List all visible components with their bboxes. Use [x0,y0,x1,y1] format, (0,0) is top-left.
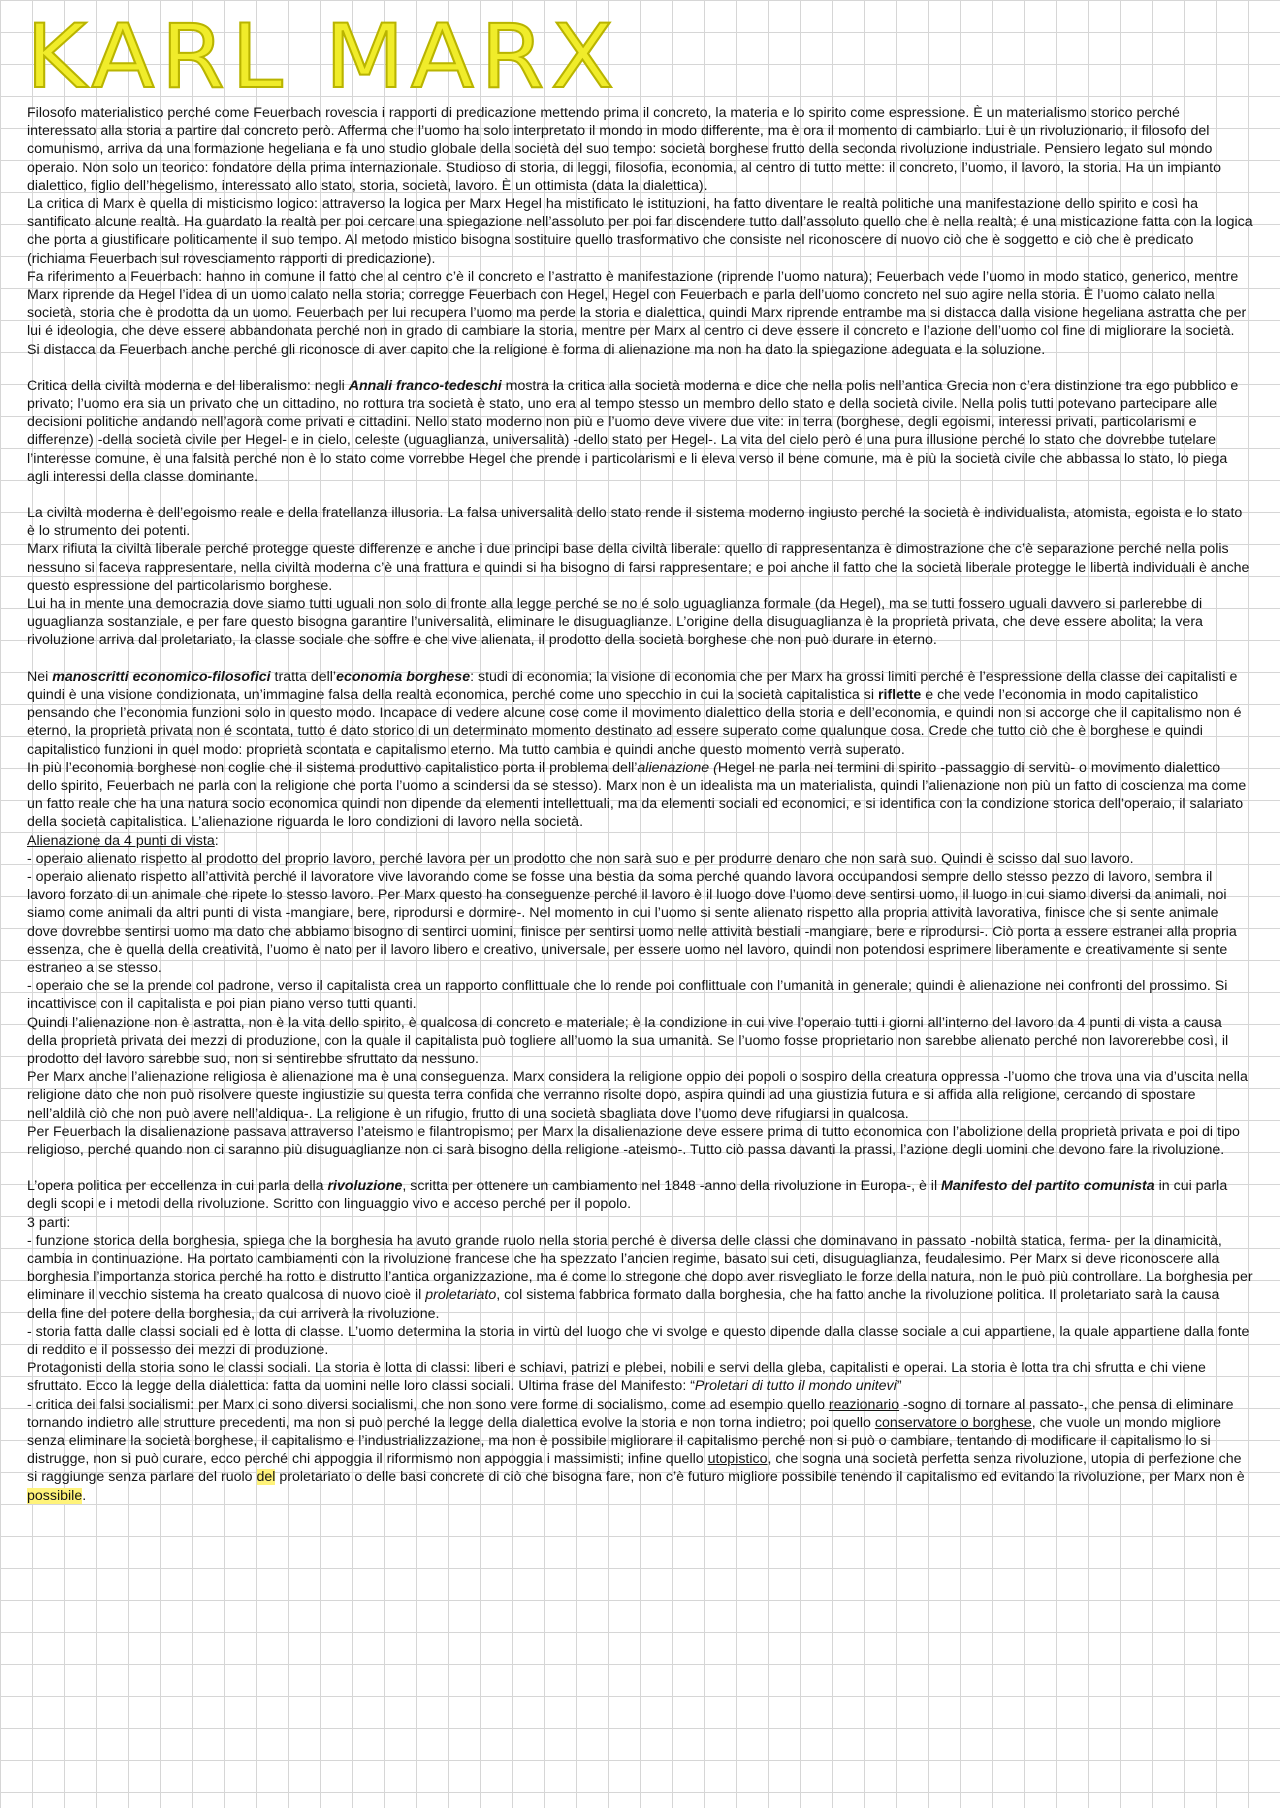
paragraph: Per Feuerbach la disalienazione passava attraverso l’ateismo e filantropismo; per Marx la disalienazione deve essere prima di tutto economica con l’abolizione della proprietà privata e poi di tipo religioso, perché quando non ci saranno più disuguaglianze non ci sarà bisogno della religione -ateismo-. Tutto ciò passa davanti la prassi, l’azione degli uomini che devono fare la rivoluzione. [27,1123,1240,1158]
paragraph: Critica della civiltà moderna e del liberalismo: negli Annali franco-tedeschi mostra la critica alla società moderna e dice che nella polis nell’antica Grecia non c’era distinzione tra ego pubblico e privato; l’uomo era sia un privato che un cittadino, no rottura tra società è stato, uno era al tempo stesso un membro dello stato e della società civile. Nella polis tutti potevano partecipare alle decisioni politiche andando nell’agorà come privati e cittadini. Nello stato moderno non più e l’uomo deve vivere due vite: in terra (borghese, degli egoismi, interessi privati, particolarismi e differenze) -della società civile per Hegel- e in cielo, celeste (uguaglianza, universalità) -dello stato per Hegel-. La vita del cielo però é una pura illusione perché lo stato che dovrebbe tutelare l’interesse comune, è una falsità perché non è lo stato come vorrebbe Hegel che prende i particolarismi e li eleva verso il bene comune, ma è più la società civile che abbassa lo stato, lo piega agli interessi della classe dominante. [27,377,1239,485]
list-item: - operaio alienato rispetto all’attività perché il lavoratore vive lavorando come se fosse una bestia da soma perché quando lavora occupandosi sempre dello stesso pezzo di lavoro, sembra il lavoro forzato di un animale che ripete lo stesso lavoro. Per Marx questo ha conseguenze perché il lavoro è il luogo dove l’uomo deve sentirsi uomo, il luogo in cui siamo diversi da animali, noi siamo come animali da altri punti di vista -mangiare, bere, riprodursi e dormire-. Nel momento in cui l’uomo si sente alienato rispetto alla propria attività lavorativa, finisce che si sente animale dove dovrebbe sentirsi uomo ma dato che abbiamo bisogno di sentirci uomini, finisce per sentirsi uomo nelle attività bestiali -mangiare, bere e riprodursi-. Ciò porta a essere estranei alla propria essenza, che è quella della creatività, l’uomo è nato per il lavoro libero e creativo, universale, per essere uomo nel lavoro, quindi non potendosi esprimere liberamente e creativamente si sente estraneo a se stesso. [27,868,1237,976]
paragraph: Nei manoscritti economico-filosofici tratta dell’economia borghese: studi di economia; la visione di economia che per Marx ha grossi limiti perché è l’espressione della classe dei capitalisti e quindi è una visione condizionata, un’immagine falsa della realtà economica, perché come uno specchio in cui la società capitalistica si riflette e che vede l’economia in modo capitalistico pensando che l’economia funzioni solo in questo modo. Incapace di vedere alcune cose come il movimento dialettico della storia e dell’economia, e quindi non si accorge che il capitalismo non é eterno, la proprietà privata non é scontata, tutto é dato storico di un determinato momento destinato ad essere superato come qualunque cosa. Crede che tutto ciò che è borghese e quindi capitalistico funzioni in quel modo: proprietà scontata e capitalismo eterno. Ma tutto cambia e quindi anche questo momento verrà superato. [27,668,1242,758]
italic-term: alienazione ( [637,759,718,776]
bold-word: riflette [877,686,922,703]
paragraph: La civiltà moderna è dell’egoismo reale e della fratellanza illusoria. La falsa universalità dello stato rende il sistema moderno ingiusto perché la società è individualista, atomista, egoista e lo stato è lo strumento dei potenti. [27,505,1243,540]
paragraph: Filosofo materialistico perché come Feuerbach rovescia i rapporti di predicazione mettendo prima il concreto, la materia e lo spirito come espressione. È un materialismo storico perché interessato alla storia a partire dal concreto però. Afferma che l’uomo ha solo interpretato il mondo in modo differente, ma è ora il momento di cambiarlo. Lui è un rivoluzionario, il filosofo del comunismo, arriva da una formazione hegeliana e fa uno studio globale della società del suo tempo: società borghese frutto della seconda rivoluzione industriale. Pensiero legato sul mondo operaio. Non solo un teorico: fondatore della prima internazionale. Studioso di storia, di leggi, filosofia, economia, al centro di tutto mette: il concreto, l’uomo, il lavoro, la storia. Ha un impianto dialettico, figlio dell’hegelismo, interessato allo stato, storia, società, lavoro. È un ottimista (data la dialettica). [27,105,1221,194]
spacer [27,650,1253,668]
emphasis: economia borghese [336,668,471,685]
paragraph: Fa riferimento a Feuerbach: hanno in comune il fatto che al centro c’è il concreto e l’astratto è manifestazione (riprende l’uomo natura); Feuerbach vede l’uomo in modo statico, generico, mentre Marx riprende da Hegel l’idea di un uomo calato nella storia; corregge Feuerbach con Hegel, Hegel con Feuerbach e parla dell’uomo concreto nel suo agire nella storia. È l’uomo calato nella società, storia che è prodotta da un uomo. Feuerbach per lui recupera l’uomo ma perde la storia e dialettica, quindi Marx riprende entrambe ma si distacca dalla visione hegeliana astratta che per lui é ideologia, che deve essere abbandonata perché non in grado di cambiare la storia, mentre per Marx al centro ci deve essere il concreto e l’azione dell’uomo col fine di migliorare la società. [27,268,1247,340]
italic-term: proletariato [425,1287,497,1304]
notes-body [27,104,1253,1505]
paragraph: Protagonisti della storia sono le classi sociali. La storia è lotta di classi: liberi e schiavi, patrizi e plebei, nobili e servi della gleba, capitalisti e operai. La storia è lotta tra chi sfrutta e chi viene sfruttato. Ecco la legge della dialettica: fatta da uomini nelle loro classi sociali. Ultima frase del Manifesto: “Proletari di tutto il mondo unitevi” [27,1360,1206,1395]
quote: Proletari di tutto il mondo unitevi [694,1378,897,1395]
spacer [27,1159,1253,1177]
list-item: - critica dei falsi socialismi: per Marx ci sono diversi socialismi, che non sono vere forme di socialismo, come ad esempio quello reazionario -sogno di tornare al passato-, che pensa di eliminare tornando indietro alle strutture precedenti, ma non si può perché la legge della dialettica evolve la storia e non torna indietro; poi quello conservatore o borghese, che vuole un mondo migliore senza eliminare la società borghese, il capitalismo e l’industrializzazione, ma non è possibile migliorare il capitalismo perché non si può o cambiare, tentando di modificare il capitalismo lo si distrugge, non si può curare, ecco perché chi appoggia il riformismo non appoggia i massimisti; infine quello utopistico, che sogna una società perfetta senza rivoluzione, utopia di perfezione che si raggiunge senza parlare del ruolo del proletariato o delle basi concrete di ciò che bisogna fare, non c’è futuro migliore possibile tenendo il capitalismo ed evitando la rivoluzione, per Marx non è possibile. [27,1396,1245,1504]
emphasis: Annali franco-tedeschi [348,377,502,394]
paragraph: La critica di Marx è quella di misticismo logico: attraverso la logica per Marx Hegel ha mistificato le istituzioni, ha fatto diventare le realtà politiche una manifestazione dello spirito e così ha santificato alcune realtà. Ha guardato la realtà per poi cercare una spiegazione nell’assoluto per poi far discendere tutto dall’assoluto quello che è nella realtà; é una misticazione fatta con la logica che porta a giustificare politicamente il suo tempo. Al metodo mistico bisogna sostituire quello trasformativo che consiste nel riconoscere di nuovo ciò che è soggetto e ciò che è predicato (richiama Feuerbach sul rovesciamento rapporti di predicazione). [27,196,1253,267]
paragraph: 3 parti: [27,1214,71,1231]
emphasis: manoscritti economico-filosofici [52,668,271,685]
highlight: possibile [27,1487,83,1504]
emphasis: rivoluzione [327,1178,403,1195]
spacer [27,359,1253,377]
paragraph: Per Marx anche l’alienazione religiosa è alienazione ma è una conseguenza. Marx considera la religione oppio dei popoli o sospiro della creatura oppressa -l’uomo che trova una via d’uscita nella religione dato che non può risolvere queste ingiustizie su questa terra confida che verranno risolte dopo, aspira quindi ad una giustizia futura e si affida alla religione, cercando di spostare nell’aldilà ciò che non può avere nell’aldiqua-. La religione è un rifugio, frutto di una società sbagliata dove l’uomo deve rifugiarsi in qualcosa. [27,1069,1248,1122]
paragraph: Quindi l’alienazione non è astratta, non è la vita dello spirito, è qualcosa di concreto e materiale; è la condizione in cui vive l’operaio tutti i giorni all’interno del lavoro da 4 punti di vista a causa della proprietà privata dei mezzi di produzione, con la quale il capitalista può togliere all’uomo la sua umanità. Se l’uomo fosse proprietario non sarebbe alienato perché non lavorerebbe così, il prodotto del lavoro sarebbe suo, non si sentirebbe sfruttato da nessuno. [27,1014,1229,1067]
list-item: - storia fatta dalle classi sociali ed è lotta di classe. L’uomo determina la storia in virtù del luogo che vi svolge e questo dipende dalla classe sociale a cui appartiene, la quale appartiene dalla fonte di reddito e il possesso dei mezzi di produzione. [27,1323,1250,1358]
section-subheading: Alienazione da 4 punti di vista: [27,832,219,849]
paragraph: Si distacca da Feuerbach anche perché gli riconosce di aver capito che la religione è forma di alienazione ma non ha dato la spiegazione adeguata e la soluzione. [27,341,1046,358]
list-item: - operaio alienato rispetto al prodotto del proprio lavoro, perché lavora per un prodotto che non sarà suo e per produrre denaro che non sarà suo. Quindi è scisso dal suo lavoro. [27,850,1134,867]
paragraph: In più l’economia borghese non coglie che il sistema produttivo capitalistico porta il problema dell’alienazione (Hegel ne parla nei termini di spirito -passaggio di servitù- o movimento dialettico dello spirito, Feuerbach ne parla con la religione che porta l’uomo a scindersi da se stesso). Marx non è un idealista ma un materialista, quindi l’alienazione non più un fatto di coscienza ma come un fatto reale che ha una natura socio economica quindi non dipende da elementi intellettuali, ma da elementi sociali ed economici, e si identifica con la condizione storica dell’operaio, il salariato della società capitalistica. L’alienazione riguarda le loro condizioni di lavoro nella società. [27,759,1247,831]
paragraph: L’opera politica per eccellenza in cui parla della rivoluzione, scritta per ottenere un cambiamento nel 1848 -anno della rivoluzione in Europa-, è il Manifesto del partito comunista in cui parla degli scopi e i metodi della rivoluzione. Scritto con linguaggio vivo e acceso perché per il popolo. [27,1178,1228,1213]
emphasis: Manifesto del partito comunista [941,1178,1155,1195]
page-title: KARL MARX [26,5,621,108]
paragraph: Lui ha in mente una democrazia dove siamo tutti uguali non solo di fronte alla legge perché se no é solo uguaglianza formale (da Hegel), ma se tutti fossero uguali davvero si parlerebbe di uguaglianza sostanziale, e per fare questo bisogna garantire l’universalità, eliminare le disuguaglianze. L’origine della disuguaglianza è la proprietà privata, che deve essere abolita; la vera rivoluzione arriva dal proletariato, la classe sociale che soffre e che vive alienata, il prodotto della società borghese che non può durare in eterno. [27,596,1203,649]
underlined-term: conservatore o borghese [874,1414,1032,1431]
underlined-term: reazionario [828,1396,900,1413]
spacer [27,486,1253,504]
underlined-term: utopistico [707,1451,768,1468]
highlight: del [256,1469,276,1486]
list-item: - operaio che se la prende col padrone, verso il capitalista crea un rapporto conflittuale che lo rende poi conflittuale con l’umanità in generale; quindi è alienazione nei confronti del prossimo. Si incattivisce con il capitalista e poi pian piano verso tutti quanti. [27,978,1228,1013]
paragraph: Marx rifiuta la civiltà liberale perché protegge queste differenze e anche i due principi base della civiltà liberale: quello di rappresentanza è dimostrazione che c’è separazione perché nella polis nessuno si faceva rappresentare, nella civiltà moderna c’è una frattura e quindi si ha bisogno di farsi rappresentare; e poi anche il fatto che la società liberale protegge le libertà individuali è anche questo espressione del particolarismo borghese. [27,541,1250,594]
list-item: - funzione storica della borghesia, spiega che la borghesia ha avuto grande ruolo nella storia perché è diversa delle classi che dominavano in passato -nobiltà statica, ferma- per la dinamicità, cambia in continuazione. Ha portato cambiamenti con la rivoluzione francese che ha spezzato l’ancien regime, basato sui ceti, disuguaglianza, feudalesimo. Per Marx si deve riconoscere alla borghesia l’importanza storica perché ha rotto e distrutto l’antica organizzazione, ma é come lo stregone che dopo aver risvegliato le forze della natura, non le può più controllare. La borghesia per eliminare il vecchio sistema ha creato qualcosa di nuovo cioè il proletariato, col sistema fabbrica formato dalla borghesia, che ha fatto anche la rivoluzione politica. Il proletariato sarà la causa della fine del potere della borghesia, da cui arriverà la rivoluzione. [27,1232,1253,1322]
